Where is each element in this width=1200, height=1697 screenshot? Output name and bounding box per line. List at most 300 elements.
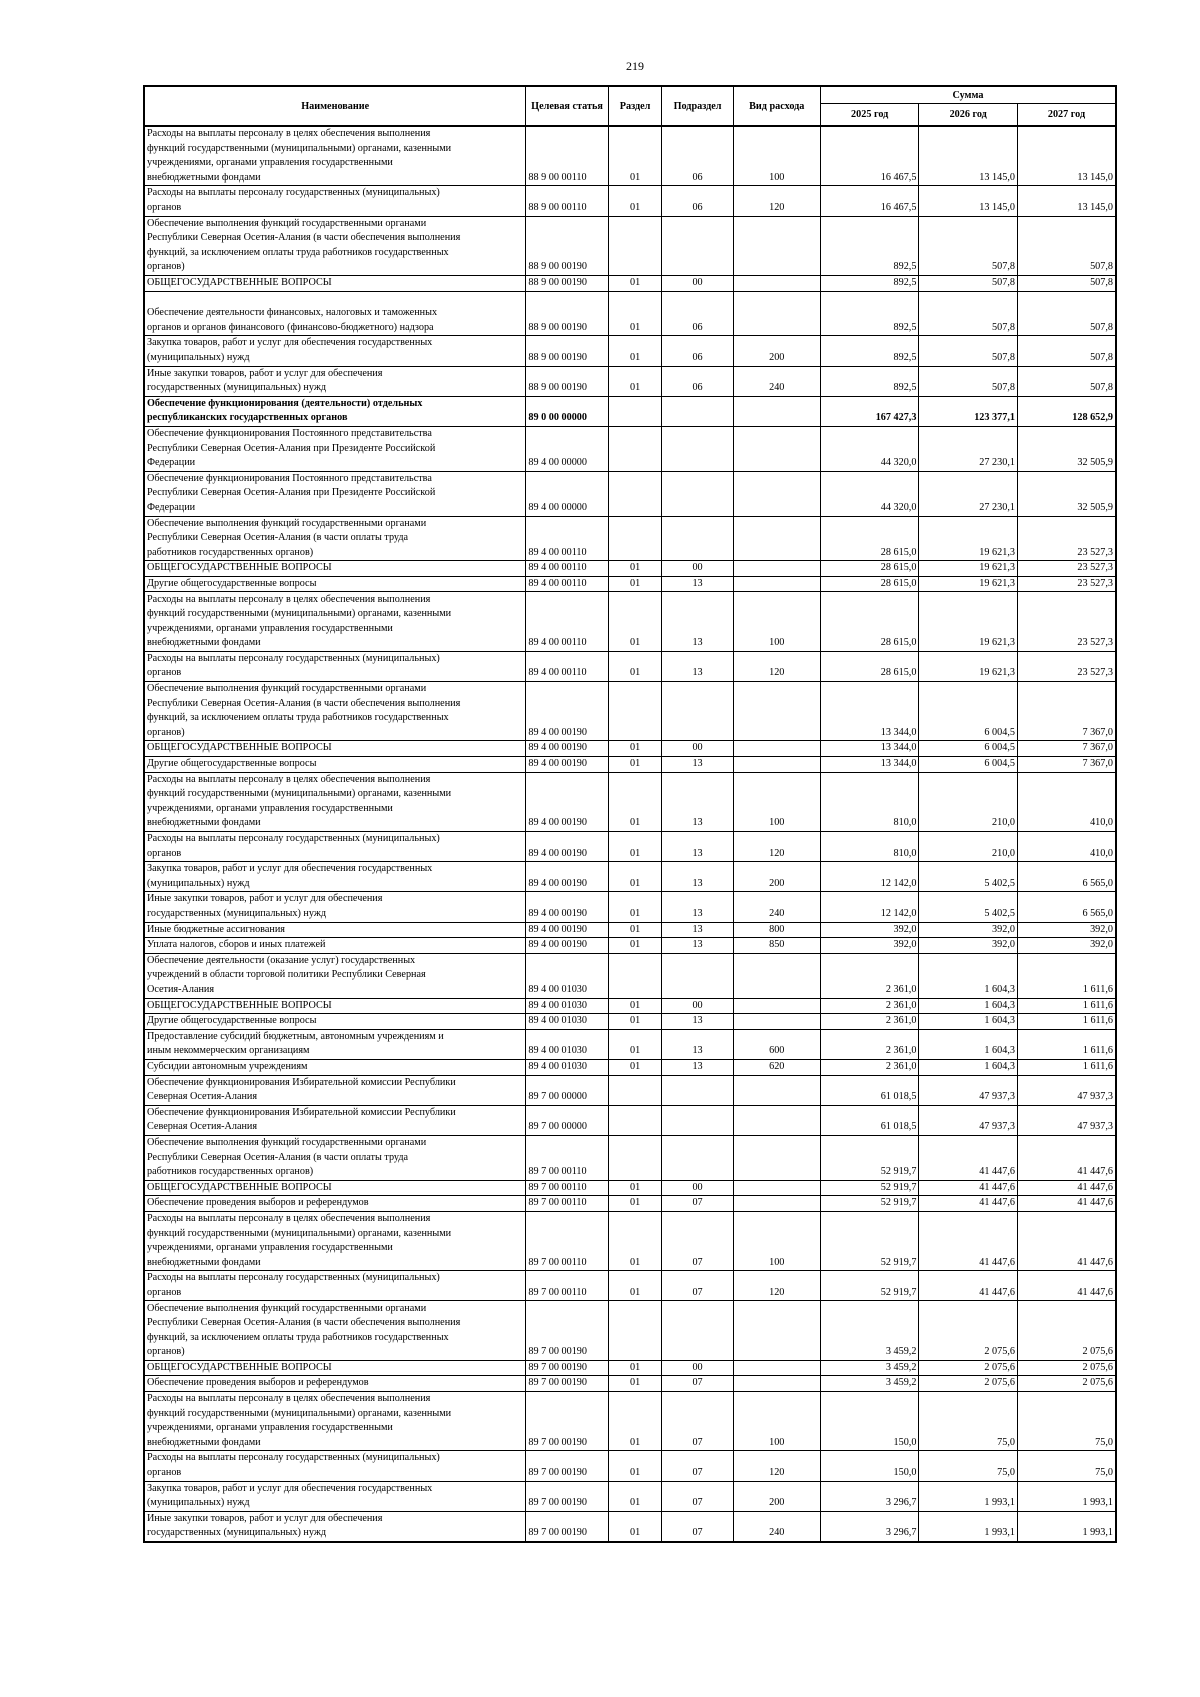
cell-sum-2025: 3 459,2 [820,1376,919,1392]
cell-subsection: 13 [662,1014,733,1030]
cell-subsection: 13 [662,892,733,922]
cell-sum-2027: 128 652,9 [1017,396,1116,426]
cell-subsection: 13 [662,922,733,938]
cell-sum-2025: 892,5 [820,336,919,366]
cell-name: Обеспечение деятельности финансовых, налоговых и таможенных органов и органов финансового (финансово-бюджетного) надзора [144,291,526,336]
cell-sum-2027: 13 145,0 [1017,126,1116,186]
cell-name: Иные бюджетные ассигнования [144,922,526,938]
cell-subsection: 07 [662,1392,733,1451]
cell-sum-2025: 52 919,7 [820,1135,919,1180]
table-row [144,1451,1116,1481]
cell-expense-type: 120 [733,1451,820,1481]
cell-subsection: 00 [662,998,733,1014]
cell-sum-2026: 1 993,1 [919,1481,1018,1511]
cell-section: 01 [608,1392,662,1451]
cell-subsection [662,216,733,275]
cell-sum-2027: 1 611,6 [1017,953,1116,998]
cell-sum-2027: 392,0 [1017,938,1116,954]
cell-sum-2025: 61 018,5 [820,1075,919,1105]
cell-expense-type: 600 [733,1029,820,1059]
cell-sum-2026: 13 145,0 [919,186,1018,216]
cell-sum-2025: 44 320,0 [820,426,919,471]
cell-subsection: 07 [662,1451,733,1481]
cell-name: Обеспечение функционирования Избирательной комиссии Республики Северная Осетия-Алания [144,1105,526,1135]
cell-sum-2027: 32 505,9 [1017,426,1116,471]
table-row [144,892,1116,922]
header-subsection: Подраздел [662,86,733,126]
cell-sum-2026: 6 004,5 [919,741,1018,757]
cell-subsection: 00 [662,1180,733,1196]
cell-subsection: 07 [662,1196,733,1212]
cell-section: 01 [608,1271,662,1301]
cell-subsection [662,1301,733,1360]
cell-sum-2026: 41 447,6 [919,1180,1018,1196]
table-row [144,1271,1116,1301]
cell-article: 89 7 00 00190 [526,1451,608,1481]
cell-sum-2027: 7 367,0 [1017,757,1116,773]
cell-subsection [662,682,733,741]
cell-sum-2026: 1 604,3 [919,998,1018,1014]
cell-article: 89 7 00 00190 [526,1511,608,1542]
cell-sum-2025: 810,0 [820,832,919,862]
cell-sum-2025: 3 296,7 [820,1511,919,1542]
cell-subsection: 07 [662,1376,733,1392]
cell-section: 01 [608,1451,662,1481]
cell-sum-2026: 6 004,5 [919,757,1018,773]
table-row [144,1059,1116,1075]
cell-expense-type: 100 [733,592,820,651]
cell-article: 89 4 00 00190 [526,741,608,757]
cell-sum-2025: 61 018,5 [820,1105,919,1135]
cell-name: ОБЩЕГОСУДАРСТВЕННЫЕ ВОПРОСЫ [144,741,526,757]
table-row [144,757,1116,773]
cell-subsection: 06 [662,126,733,186]
cell-name: Расходы на выплаты персоналу в целях обеспечения выполнения функций государственными (муниципальными) органами, казенными учреждениями, органами управления государственными внебюджетными фондами [144,126,526,186]
cell-expense-type [733,396,820,426]
cell-sum-2026: 41 447,6 [919,1271,1018,1301]
cell-name: Закупка товаров, работ и услуг для обеспечения государственных (муниципальных) нужд [144,862,526,892]
cell-sum-2026: 507,8 [919,336,1018,366]
cell-section: 01 [608,275,662,291]
cell-sum-2025: 3 459,2 [820,1301,919,1360]
table-row [144,576,1116,592]
table-row [144,862,1116,892]
cell-article: 89 4 00 01030 [526,1029,608,1059]
cell-name: ОБЩЕГОСУДАРСТВЕННЫЕ ВОПРОСЫ [144,561,526,577]
cell-expense-type [733,576,820,592]
cell-section [608,1105,662,1135]
table-body [144,126,1116,1542]
cell-section [608,1301,662,1360]
cell-article: 89 4 00 00190 [526,772,608,831]
cell-sum-2026: 19 621,3 [919,651,1018,681]
cell-sum-2025: 2 361,0 [820,998,919,1014]
cell-expense-type: 200 [733,862,820,892]
table-row [144,1360,1116,1376]
cell-name: ОБЩЕГОСУДАРСТВЕННЫЕ ВОПРОСЫ [144,998,526,1014]
cell-subsection [662,426,733,471]
cell-sum-2026: 75,0 [919,1392,1018,1451]
cell-sum-2025: 3 459,2 [820,1360,919,1376]
cell-article: 88 9 00 00110 [526,186,608,216]
table-row [144,1180,1116,1196]
cell-sum-2026: 75,0 [919,1451,1018,1481]
cell-article: 89 7 00 00110 [526,1211,608,1270]
table-row [144,126,1116,186]
cell-sum-2027: 41 447,6 [1017,1135,1116,1180]
cell-section: 01 [608,938,662,954]
cell-sum-2025: 28 615,0 [820,592,919,651]
cell-article: 89 7 00 00110 [526,1180,608,1196]
cell-sum-2025: 52 919,7 [820,1211,919,1270]
cell-sum-2025: 392,0 [820,938,919,954]
cell-section: 01 [608,576,662,592]
cell-article: 89 4 00 00190 [526,682,608,741]
cell-expense-type [733,682,820,741]
cell-sum-2027: 41 447,6 [1017,1211,1116,1270]
cell-article: 89 4 00 00000 [526,471,608,516]
table-row [144,396,1116,426]
cell-article: 89 4 00 00190 [526,862,608,892]
cell-sum-2025: 2 361,0 [820,953,919,998]
cell-name: Предоставление субсидий бюджетным, автономным учреждениям и иным некоммерческим организациям [144,1029,526,1059]
cell-sum-2025: 52 919,7 [820,1271,919,1301]
cell-sum-2025: 28 615,0 [820,561,919,577]
cell-section: 01 [608,1511,662,1542]
cell-subsection [662,1135,733,1180]
cell-expense-type: 240 [733,892,820,922]
cell-subsection [662,471,733,516]
table-row [144,275,1116,291]
cell-expense-type [733,741,820,757]
cell-sum-2026: 1 604,3 [919,1059,1018,1075]
cell-sum-2027: 23 527,3 [1017,592,1116,651]
cell-article: 88 9 00 00190 [526,275,608,291]
cell-expense-type [733,953,820,998]
cell-article: 89 7 00 00190 [526,1481,608,1511]
cell-sum-2026: 27 230,1 [919,426,1018,471]
cell-sum-2027: 41 447,6 [1017,1271,1116,1301]
cell-section: 01 [608,1029,662,1059]
table-row [144,1211,1116,1270]
cell-expense-type: 800 [733,922,820,938]
cell-section: 01 [608,561,662,577]
cell-subsection: 13 [662,772,733,831]
cell-expense-type [733,1075,820,1105]
cell-section: 01 [608,832,662,862]
table-header [144,86,1116,126]
cell-expense-type [733,291,820,336]
table-row [144,1376,1116,1392]
cell-expense-type [733,561,820,577]
cell-expense-type: 120 [733,186,820,216]
cell-name: Расходы на выплаты персоналу государственных (муниципальных) органов [144,1271,526,1301]
cell-section: 01 [608,998,662,1014]
cell-article: 88 9 00 00190 [526,336,608,366]
cell-section [608,216,662,275]
cell-article: 89 4 00 00190 [526,922,608,938]
cell-sum-2026: 13 145,0 [919,126,1018,186]
header-sum: Сумма [820,86,1116,104]
cell-sum-2027: 41 447,6 [1017,1180,1116,1196]
cell-article: 89 4 00 00110 [526,576,608,592]
cell-subsection: 00 [662,1360,733,1376]
cell-sum-2025: 44 320,0 [820,471,919,516]
cell-sum-2027: 6 565,0 [1017,862,1116,892]
cell-expense-type [733,216,820,275]
cell-article: 89 4 00 00190 [526,757,608,773]
cell-section: 01 [608,1360,662,1376]
cell-section: 01 [608,291,662,336]
cell-sum-2026: 123 377,1 [919,396,1018,426]
cell-section: 01 [608,336,662,366]
cell-section [608,953,662,998]
table-row [144,1105,1116,1135]
cell-sum-2026: 19 621,3 [919,516,1018,561]
cell-name: Другие общегосударственные вопросы [144,1014,526,1030]
cell-section [608,516,662,561]
cell-subsection: 07 [662,1481,733,1511]
cell-name: Обеспечение выполнения функций государственными органами Республики Северная Осетия-Алания (в части обеспечения выполнения функций, за исключением оплаты труда работников государственных органов) [144,1301,526,1360]
table-row [144,998,1116,1014]
cell-expense-type [733,1360,820,1376]
cell-section: 01 [608,1376,662,1392]
cell-sum-2026: 1 604,3 [919,1029,1018,1059]
cell-sum-2026: 1 604,3 [919,1014,1018,1030]
cell-name: Иные закупки товаров, работ и услуг для обеспечения государственных (муниципальных) нужд [144,1511,526,1542]
cell-sum-2027: 13 145,0 [1017,186,1116,216]
cell-sum-2027: 507,8 [1017,275,1116,291]
cell-sum-2025: 892,5 [820,275,919,291]
cell-sum-2026: 507,8 [919,291,1018,336]
header-year-2026: 2026 год [919,104,1018,127]
cell-article: 88 9 00 00190 [526,216,608,275]
table-row [144,651,1116,681]
table-row [144,1029,1116,1059]
table-row [144,216,1116,275]
cell-sum-2026: 19 621,3 [919,592,1018,651]
table-row [144,561,1116,577]
cell-sum-2027: 507,8 [1017,291,1116,336]
cell-sum-2025: 2 361,0 [820,1029,919,1059]
cell-article: 89 7 00 00190 [526,1376,608,1392]
cell-article: 89 4 00 01030 [526,1059,608,1075]
cell-sum-2027: 41 447,6 [1017,1196,1116,1212]
cell-expense-type: 240 [733,1511,820,1542]
cell-expense-type [733,1105,820,1135]
cell-subsection: 06 [662,291,733,336]
cell-sum-2027: 23 527,3 [1017,651,1116,681]
cell-expense-type: 200 [733,336,820,366]
cell-subsection: 13 [662,576,733,592]
cell-sum-2027: 410,0 [1017,772,1116,831]
cell-sum-2027: 1 611,6 [1017,1029,1116,1059]
cell-article: 89 7 00 00190 [526,1360,608,1376]
cell-sum-2026: 41 447,6 [919,1196,1018,1212]
table-row [144,682,1116,741]
cell-section: 01 [608,862,662,892]
cell-section: 01 [608,651,662,681]
cell-article: 88 9 00 00110 [526,126,608,186]
table-row [144,426,1116,471]
cell-name: Обеспечение выполнения функций государственными органами Республики Северная Осетия-Алания (в части оплаты труда работников государственных органов) [144,516,526,561]
cell-sum-2025: 167 427,3 [820,396,919,426]
table-row [144,1075,1116,1105]
cell-article: 89 4 00 00190 [526,832,608,862]
cell-name: ОБЩЕГОСУДАРСТВЕННЫЕ ВОПРОСЫ [144,1360,526,1376]
cell-sum-2026: 5 402,5 [919,862,1018,892]
cell-sum-2025: 3 296,7 [820,1481,919,1511]
cell-expense-type [733,516,820,561]
cell-sum-2027: 2 075,6 [1017,1301,1116,1360]
cell-section: 01 [608,186,662,216]
cell-expense-type [733,757,820,773]
cell-subsection [662,953,733,998]
cell-expense-type [733,471,820,516]
cell-article: 88 9 00 00190 [526,366,608,396]
cell-sum-2027: 1 993,1 [1017,1481,1116,1511]
cell-sum-2026: 392,0 [919,938,1018,954]
cell-name: Обеспечение выполнения функций государственными органами Республики Северная Осетия-Алания (в части оплаты труда работников государственных органов) [144,1135,526,1180]
cell-expense-type: 100 [733,1392,820,1451]
cell-sum-2026: 19 621,3 [919,561,1018,577]
cell-sum-2027: 507,8 [1017,216,1116,275]
cell-expense-type: 100 [733,126,820,186]
header-article: Целевая статья [526,86,608,126]
cell-subsection [662,396,733,426]
cell-sum-2026: 41 447,6 [919,1211,1018,1270]
cell-section: 01 [608,892,662,922]
cell-section: 01 [608,757,662,773]
cell-section: 01 [608,922,662,938]
table-row [144,516,1116,561]
cell-subsection: 13 [662,1059,733,1075]
cell-subsection: 00 [662,741,733,757]
header-year-2027: 2027 год [1017,104,1116,127]
cell-sum-2027: 75,0 [1017,1451,1116,1481]
cell-sum-2025: 810,0 [820,772,919,831]
cell-sum-2025: 2 361,0 [820,1014,919,1030]
cell-name: Расходы на выплаты персоналу государственных (муниципальных) органов [144,1451,526,1481]
cell-sum-2027: 507,8 [1017,366,1116,396]
cell-sum-2025: 52 919,7 [820,1196,919,1212]
cell-section: 01 [608,592,662,651]
cell-article: 89 7 00 00190 [526,1392,608,1451]
cell-sum-2026: 507,8 [919,275,1018,291]
cell-expense-type [733,1180,820,1196]
cell-sum-2027: 23 527,3 [1017,516,1116,561]
cell-expense-type [733,1014,820,1030]
cell-sum-2025: 16 467,5 [820,126,919,186]
cell-expense-type: 100 [733,1211,820,1270]
table-row [144,471,1116,516]
cell-article: 88 9 00 00190 [526,291,608,336]
table-row [144,741,1116,757]
cell-subsection: 06 [662,366,733,396]
table-row [144,922,1116,938]
cell-sum-2027: 23 527,3 [1017,561,1116,577]
cell-name: Обеспечение проведения выборов и референдумов [144,1196,526,1212]
cell-article: 89 4 00 00110 [526,516,608,561]
cell-expense-type: 120 [733,651,820,681]
cell-section: 01 [608,1196,662,1212]
cell-sum-2027: 2 075,6 [1017,1360,1116,1376]
cell-section: 01 [608,772,662,831]
budget-table [143,85,1117,1543]
cell-sum-2026: 5 402,5 [919,892,1018,922]
cell-expense-type [733,1301,820,1360]
cell-sum-2026: 2 075,6 [919,1376,1018,1392]
cell-sum-2025: 150,0 [820,1392,919,1451]
cell-name: Расходы на выплаты персоналу государственных (муниципальных) органов [144,186,526,216]
cell-subsection: 13 [662,592,733,651]
cell-section [608,1135,662,1180]
cell-sum-2025: 12 142,0 [820,862,919,892]
cell-name: Расходы на выплаты персоналу в целях обеспечения выполнения функций государственными (муниципальными) органами, казенными учреждениями, органами управления государственными внебюджетными фондами [144,592,526,651]
cell-name: Другие общегосударственные вопросы [144,576,526,592]
cell-sum-2026: 210,0 [919,772,1018,831]
cell-subsection: 13 [662,757,733,773]
cell-name: ОБЩЕГОСУДАРСТВЕННЫЕ ВОПРОСЫ [144,1180,526,1196]
cell-article: 89 0 00 00000 [526,396,608,426]
cell-name: Обеспечение выполнения функций государственными органами Республики Северная Осетия-Алания (в части обеспечения выполнения функций, за исключением оплаты труда работников государственных органов) [144,682,526,741]
cell-article: 89 4 00 01030 [526,953,608,998]
cell-sum-2025: 2 361,0 [820,1059,919,1075]
cell-article: 89 7 00 00110 [526,1196,608,1212]
cell-sum-2025: 392,0 [820,922,919,938]
cell-subsection: 00 [662,275,733,291]
cell-subsection [662,1105,733,1135]
table-row [144,1392,1116,1451]
cell-section [608,471,662,516]
cell-name: Расходы на выплаты персоналу в целях обеспечения выполнения функций государственными (муниципальными) органами, казенными учреждениями, органами управления государственными внебюджетными фондами [144,1392,526,1451]
cell-section: 01 [608,1014,662,1030]
table-row [144,592,1116,651]
cell-sum-2025: 892,5 [820,366,919,396]
header-section: Раздел [608,86,662,126]
cell-sum-2025: 28 615,0 [820,576,919,592]
cell-section: 01 [608,126,662,186]
cell-sum-2027: 1 611,6 [1017,1059,1116,1075]
cell-sum-2025: 28 615,0 [820,516,919,561]
cell-name: Закупка товаров, работ и услуг для обеспечения государственных (муниципальных) нужд [144,1481,526,1511]
cell-article: 89 4 00 00190 [526,892,608,922]
table-row [144,366,1116,396]
table-row [144,291,1116,336]
cell-article: 89 4 00 01030 [526,1014,608,1030]
cell-article: 89 4 00 00110 [526,592,608,651]
cell-article: 89 4 00 00110 [526,561,608,577]
table-row [144,772,1116,831]
cell-sum-2025: 12 142,0 [820,892,919,922]
cell-name: Обеспечение деятельности (оказание услуг) государственных учреждений в области торговой политики Республики Северная Осетия-Алания [144,953,526,998]
cell-section: 01 [608,1059,662,1075]
cell-name: Обеспечение функционирования Избирательной комиссии Республики Северная Осетия-Алания [144,1075,526,1105]
cell-subsection [662,516,733,561]
cell-section [608,1075,662,1105]
cell-sum-2027: 410,0 [1017,832,1116,862]
cell-name: Другие общегосударственные вопросы [144,757,526,773]
cell-subsection: 13 [662,862,733,892]
cell-name: Обеспечение функционирования Постоянного представительства Республики Северная Осетия-Алания при Президенте Российской Федерации [144,426,526,471]
cell-article: 89 4 00 01030 [526,998,608,1014]
cell-sum-2026: 210,0 [919,832,1018,862]
cell-article: 89 7 00 00000 [526,1105,608,1135]
cell-article: 89 4 00 00110 [526,651,608,681]
table-row [144,1196,1116,1212]
cell-expense-type: 120 [733,1271,820,1301]
table-row [144,1511,1116,1542]
